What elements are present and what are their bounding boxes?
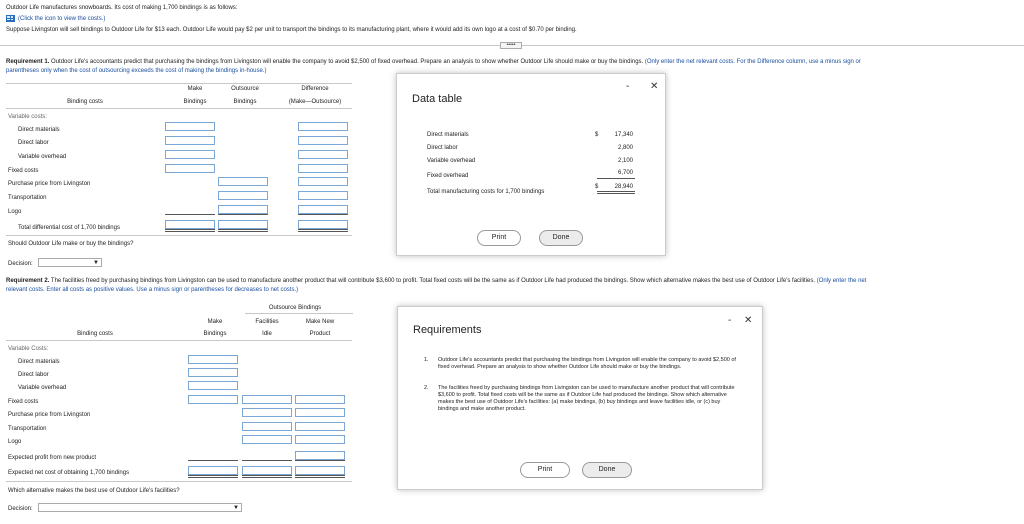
r1-out-total-rule (218, 214, 268, 215)
r2-make-net-rule (188, 460, 238, 461)
r2-expected-profit: Expected profit from new product (8, 455, 97, 461)
r1-question: Should Outdoor Life make or buy the bindings? (8, 241, 134, 247)
dt-total-double-rule (597, 191, 635, 194)
r1-total: Total differential cost of 1,700 bindings (18, 225, 120, 231)
r2-make-variable-overhead-input[interactable] (188, 381, 238, 390)
r2-idle-transportation-input[interactable] (242, 422, 292, 431)
r2-make-direct-materials-input[interactable] (188, 355, 238, 364)
requirement-text: The facilities freed by purchasing bindings from Livingston can be used to manufacture another product that will contribute $3,600 to profit. Total fixed costs will be the same as if Outdoor Life had produced the bindings. Show which alternative makes the best use of Outdoor Life's facilities: (a) make bindings, (b) buy bindings and leave facilities idle, or (c) buy bindings and make another product. (438, 385, 735, 412)
r1-h-difference: Difference (301, 86, 329, 92)
dt-row-value: 6,700 (617, 170, 633, 176)
r2-new-expected-profit-input[interactable] (295, 451, 345, 460)
r1-out-total-double-rule (218, 229, 268, 232)
minimize-icon[interactable]: - (626, 81, 630, 92)
r2-new-fixed-costs-input[interactable] (295, 395, 345, 404)
r2-variable-costs: Variable Costs: (8, 346, 49, 352)
r2-logo: Logo (8, 439, 22, 445)
r2-new-net-rule (295, 460, 345, 461)
r2-new-transportation-input[interactable] (295, 422, 345, 431)
r2-make-net-double-rule (188, 475, 238, 478)
r1-decision-label: Decision: (8, 261, 33, 267)
expand-ellipsis-button[interactable]: ••••• (500, 42, 522, 49)
r2-idle-net-double-rule (242, 475, 292, 478)
r1-logo: Logo (8, 209, 22, 215)
r1-h-outsource: Outsource (231, 86, 259, 92)
dt-row-value: 2,100 (617, 158, 633, 164)
r2-purchase-price: Purchase price from Livingston (8, 412, 91, 418)
requirement-item (424, 385, 744, 435)
r1-diff-transportation-input[interactable] (298, 191, 348, 200)
r1-h-make-outsource: (Make—Outsource) (288, 99, 342, 105)
dt-row-value: 17,340 (614, 132, 633, 138)
close-icon[interactable]: ✕ (744, 315, 753, 326)
req1-text: Requirement 1. Outdoor Life's accountants predict that purchasing the bindings from Livingston will enable the company to avoid $2,500 of fixed overhead. Prepare an analysis to show whether Outdoor Life should make or buy the bindings. (Only enter the net relevant costs. For the Difference column, use a minus sign or (6, 59, 861, 65)
r1-purchase-price: Purchase price from Livingston (8, 181, 91, 187)
r1-decision-select[interactable] (38, 258, 102, 267)
r1-h-make: Make (187, 86, 203, 92)
close-icon[interactable]: ✕ (650, 81, 659, 92)
r2-fixed-costs: Fixed costs (8, 399, 39, 405)
table-grid-icon[interactable] (6, 15, 15, 22)
r2-h-outsource-group: Outsource Bindings (268, 305, 322, 311)
r1-make-total-input[interactable] (165, 220, 215, 229)
r1-diff-variable-overhead-input[interactable] (298, 150, 348, 159)
r1-make-total-rule (165, 214, 215, 215)
r2-question: Which alternative makes the best use of Outdoor Life's facilities? (8, 488, 180, 494)
r2-new-logo-input[interactable] (295, 435, 345, 444)
minimize-icon[interactable]: - (728, 315, 732, 326)
r2-header-bottom-rule (6, 340, 352, 341)
view-costs-link[interactable]: (Click the icon to view the costs.) (18, 16, 106, 22)
r2-idle-net-rule (242, 460, 292, 461)
r1-h-binding-costs: Binding costs (67, 99, 103, 105)
dt-row-label: Fixed overhead (427, 173, 469, 179)
r2-h-binding-costs: Binding costs (77, 331, 113, 337)
r1-make-fixed-costs-input[interactable] (165, 164, 215, 173)
r2-idle-expected-net-input[interactable] (242, 466, 292, 475)
r1-diff-logo-input[interactable] (298, 205, 348, 214)
r1-make-direct-labor-input[interactable] (165, 136, 215, 145)
r2-table-bottom-rule (6, 481, 352, 482)
r2-h-bindings: Bindings (203, 331, 227, 337)
r2-make-expected-net-input[interactable] (188, 466, 238, 475)
r1-header-bottom-rule (6, 108, 352, 109)
r1-out-transportation-input[interactable] (218, 191, 268, 200)
r2-h-facilities: Facilities (255, 319, 279, 325)
r1-out-purchase-price-input[interactable] (218, 177, 268, 186)
r1-fixed-costs: Fixed costs (8, 168, 39, 174)
r1-diff-fixed-costs-input[interactable] (298, 164, 348, 173)
dt-subtotal-rule (597, 178, 635, 179)
r1-out-logo-input[interactable] (218, 205, 268, 214)
intro-line3: Suppose Livingston will sell bindings to Outdoor Life for $13 each. Outdoor Life would pay $2 per unit to transport the bindings to its manufacturing plant, where it would add its own logo at a cost of $0.70 per binding. (6, 27, 577, 33)
r2-h-idle: Idle (262, 331, 272, 337)
r2-variable-overhead: Variable overhead (18, 385, 67, 391)
dt-row-label: Direct materials (427, 132, 469, 138)
r2-transportation: Transportation (8, 426, 47, 432)
dt-row-value: 2,800 (617, 145, 633, 151)
r2-new-expected-net-input[interactable] (295, 466, 345, 475)
r1-out-total-input[interactable] (218, 220, 268, 229)
r1-direct-labor: Direct labor (18, 140, 49, 146)
done-button[interactable]: Done (582, 462, 632, 478)
intro-line1: Outdoor Life manufactures snowboards. Its cost of making 1,700 bindings is as follows: (6, 5, 238, 11)
requirements-title: Requirements (413, 324, 482, 336)
r2-idle-logo-input[interactable] (242, 435, 292, 444)
print-button[interactable]: Print (477, 230, 521, 246)
requirement-text: Outdoor Life's accountants predict that purchasing the bindings from Livingston will enable the company to avoid $2,500 of fixed overhead. Prepare an analysis to show whether Outdoor Life should make or buy the bindings. (438, 357, 736, 370)
r2-new-net-double-rule (295, 475, 345, 478)
r1-make-direct-materials-input[interactable] (165, 122, 215, 131)
r2-idle-purchase-price-input[interactable] (242, 408, 292, 417)
r1-header-top-rule (6, 83, 352, 84)
r2-idle-fixed-costs-input[interactable] (242, 395, 292, 404)
r1-h-outsource-bindings: Bindings (233, 99, 257, 105)
r1-table-bottom-rule (6, 235, 352, 236)
done-button[interactable]: Done (539, 230, 583, 246)
r1-diff-total-rule (298, 214, 348, 215)
r1-transportation: Transportation (8, 195, 47, 201)
r2-h-product: Product (309, 331, 331, 337)
r1-make-variable-overhead-input[interactable] (165, 150, 215, 159)
r1-make-total-double-rule (165, 229, 215, 232)
r2-h-make-new: Make New (305, 319, 335, 325)
data-table-popup (396, 73, 666, 256)
r2-group-rule (245, 313, 353, 314)
r2-new-purchase-price-input[interactable] (295, 408, 345, 417)
dt-total-label: Total manufacturing costs for 1,700 bindings (427, 189, 545, 195)
data-table-title: Data table (412, 93, 463, 105)
requirement-number: 1. (424, 357, 429, 363)
r1-variable-costs: Variable costs: (8, 114, 47, 120)
r1-direct-materials: Direct materials (18, 127, 60, 133)
r2-h-make: Make (207, 319, 223, 325)
dt-row-dollar: $ (595, 132, 599, 138)
dt-total-value: 28,940 (614, 184, 633, 190)
r2-direct-materials: Direct materials (18, 359, 60, 365)
r2-decision-select[interactable] (38, 503, 242, 512)
requirement-item (424, 357, 744, 387)
r1-diff-total-input[interactable] (298, 220, 348, 229)
r1-h-bindings: Bindings (183, 99, 207, 105)
r1-diff-direct-materials-input[interactable] (298, 122, 348, 131)
print-button[interactable]: Print (520, 462, 570, 478)
req1-hint: parentheses only when the cost of outsourcing exceeds the cost of making the bindings in-house.) (6, 68, 267, 74)
r2-make-fixed-costs-input[interactable] (188, 395, 238, 404)
requirement-number: 2. (424, 385, 429, 391)
r1-diff-total-double-rule (298, 229, 348, 232)
r1-diff-purchase-price-input[interactable] (298, 177, 348, 186)
chevron-down-icon: ▼ (93, 260, 99, 266)
chevron-down-icon: ▼ (233, 505, 239, 511)
dt-row-label: Direct labor (427, 145, 458, 151)
r2-expected-net: Expected net cost of obtaining 1,700 bindings (8, 470, 130, 476)
req2-hint: relevant costs. Enter all costs as positive values. Use a minus sign or parentheses for decreases to net costs.) (6, 287, 299, 293)
r1-diff-direct-labor-input[interactable] (298, 136, 348, 145)
requirements-popup (397, 306, 763, 490)
r2-make-direct-labor-input[interactable] (188, 368, 238, 377)
dt-row-label: Variable overhead (427, 158, 476, 164)
r2-direct-labor: Direct labor (18, 372, 49, 378)
r1-variable-overhead: Variable overhead (18, 154, 67, 160)
dt-total-dollar: $ (595, 184, 599, 190)
req2-text: Requirement 2. The facilities freed by purchasing bindings from Livingston can be used to manufacture another product that will contribute $3,600 to profit. Total fixed costs will be the same as if Outdoor Life had produced the bindings. Show which alternative makes the best use of Outdoor Life's facilities. (Only enter the net (6, 278, 867, 284)
r2-decision-label: Decision: (8, 506, 33, 512)
